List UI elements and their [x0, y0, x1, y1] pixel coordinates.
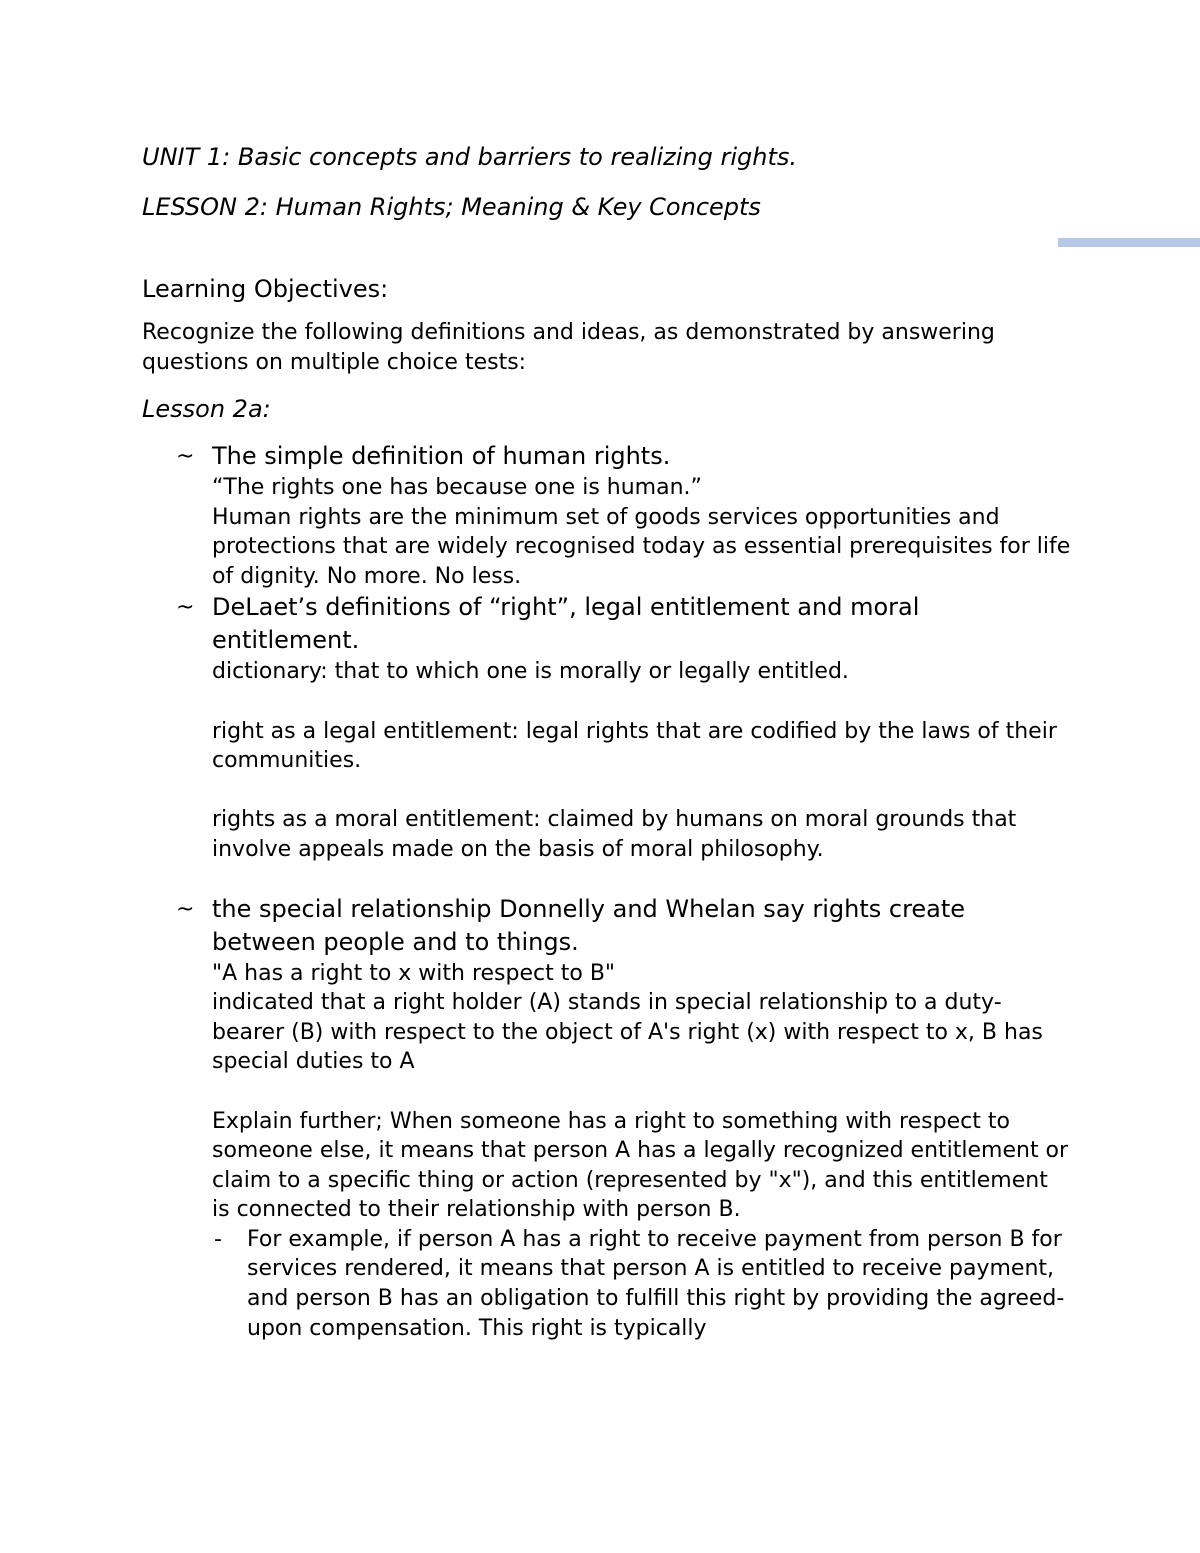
- objectives-intro: Recognize the following definitions and ideas, as demonstrated by answering questions on multiple choice tests:: [142, 320, 995, 375]
- topic-heading: The simple definition of human rights.: [212, 442, 671, 470]
- sublesson-heading: Lesson 2a:: [142, 395, 271, 423]
- topic-body: Human rights are the minimum set of goods services opportunities and protections that are widely recognised today as essential prerequisites for life of dignity. No more. No less.: [212, 504, 1071, 589]
- relationship-formula: "A has a right to x with respect to B": [212, 960, 616, 986]
- topic-simple-definition: [142, 440, 1072, 591]
- document-content: [142, 140, 1072, 1343]
- tilde-bullet: ~: [176, 896, 195, 922]
- definition-legal: right as a legal entitlement: legal rights that are codified by the laws of their communities.: [212, 718, 1057, 774]
- objectives-heading: Learning Objectives:: [142, 275, 389, 303]
- tilde-bullet: ~: [176, 444, 195, 469]
- definition-dictionary: dictionary: that to which one is morally or legally entitled.: [212, 659, 849, 685]
- dash-bullet: -: [214, 1226, 222, 1252]
- tilde-bullet: ~: [176, 595, 195, 621]
- topic-special-relationship: [142, 893, 1072, 1344]
- topic-heading: the special relationship Donnelly and Whelan say rights create between people and to things.: [212, 894, 966, 956]
- topic-quote: “The rights one has because one is human.”: [212, 475, 702, 500]
- definition-moral: rights as a moral entitlement: claimed by humans on moral grounds that involve appeals made on the basis of moral philosophy.: [212, 807, 1017, 862]
- unit-title: UNIT 1: Basic concepts and barriers to realizing rights.: [142, 143, 798, 171]
- topic-heading: DeLaet’s definitions of “right”, legal entitlement and moral entitlement.: [212, 593, 920, 655]
- example-item: [212, 1225, 1072, 1343]
- example-text: For example, if person A has a right to receive payment from person B for services rendered, it means that person A is entitled to receive payment, and person B has an obligation to fulfill this right by providing the agreed-upon compensation. This right is typically: [247, 1226, 1065, 1341]
- lesson-title: LESSON 2: Human Rights; Meaning & Key Concepts: [142, 193, 761, 221]
- relationship-further: Explain further; When someone has a right to something with respect to someone else, it means that person A has a legally recognized entitlement or claim to a specific thing or action (represented by "x"), and this entitlement is connected to their relationship with person B.: [212, 1108, 1069, 1223]
- topic-delaet-definitions: [142, 591, 1072, 864]
- relationship-explanation: indicated that a right holder (A) stands in special relationship to a duty-bearer (B) with respect to the object of A's right (x) with respect to x, B has special duties to A: [212, 990, 1043, 1075]
- margin-marker: [1058, 238, 1200, 247]
